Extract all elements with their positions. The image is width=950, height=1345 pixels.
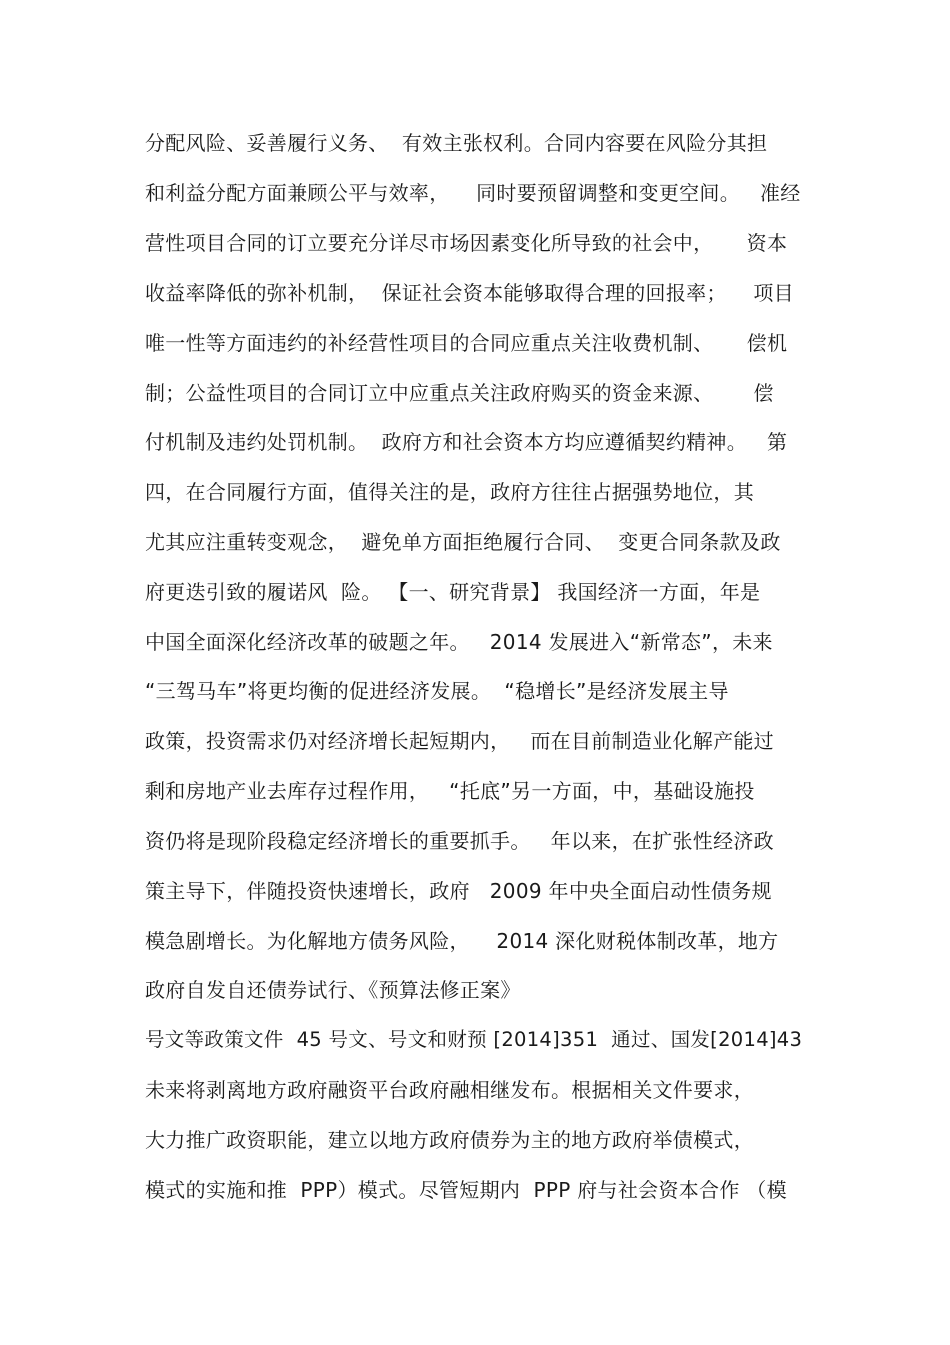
text-line-12: “三驾马车”将更均衡的促进经济发展。 “稳增长”是经济发展主导 bbox=[145, 679, 729, 703]
text-line-20: 未来将剥离地方政府融资平台政府融相继发布。根据相关文件要求， bbox=[145, 1078, 754, 1102]
text-line-17: 模急剧增长。为化解地方债务风险， 2014 深化财税体制改革，地方 bbox=[145, 929, 779, 953]
text-line-5: 唯一性等方面违约的补经营性项目的合同应重点关注收费机制、 偿机 bbox=[145, 331, 788, 355]
text-line-4: 收益率降低的弥补机制， 保证社会资本能够取得合理的回报率； 项目 bbox=[145, 281, 794, 305]
text-line-19: 号文等政策文件 45 号文、号文和财预 [2014]351 通过、国发[2014]43 bbox=[145, 1028, 803, 1051]
text-line-15: 资仍将是现阶段稳定经济增长的重要抓手。 年以来，在扩张性经济政 bbox=[145, 829, 774, 853]
text-line-3: 营性项目合同的订立要充分详尽市场因素变化所导致的社会中， 资本 bbox=[145, 231, 788, 255]
text-line-8: 四，在合同履行方面，值得关注的是，政府方往往占据强势地位，其 bbox=[145, 480, 754, 504]
text-line-11: 中国全面深化经济改革的破题之年。 2014 发展进入“新常态”，未来 bbox=[145, 630, 773, 654]
text-line-22: 模式的实施和推 PPP）模式。尽管短期内 PPP 府与社会资本合作 （模 bbox=[145, 1178, 787, 1202]
text-line-21: 大力推广政资职能，建立以地方政府债券为主的地方政府举债模式， bbox=[145, 1128, 754, 1152]
text-line-10: 府更迭引致的履诺风 险。 【一、研究背景】 我国经济一方面，年是 bbox=[145, 580, 761, 604]
text-line-9: 尤其应注重转变观念， 避免单方面拒绝履行合同、 变更合同条款及政 bbox=[145, 530, 781, 554]
text-line-2: 和利益分配方面兼顾公平与效率， 同时要预留调整和变更空间。 准经 bbox=[145, 181, 801, 205]
text-line-18: 政府自发自还债券试行、《预算法修正案》 bbox=[145, 978, 521, 1002]
text-line-13: 政策，投资需求仍对经济增长起短期内， 而在目前制造业化解产能过 bbox=[145, 729, 774, 753]
text-line-7: 付机制及违约处罚机制。 政府方和社会资本方均应遵循契约精神。 第 bbox=[145, 430, 788, 454]
text-line-16: 策主导下，伴随投资快速增长，政府 2009 年中央全面启动性债务规 bbox=[145, 879, 772, 903]
text-line-1: 分配风险、妥善履行义务、 有效主张权利。合同内容要在风险分其担 bbox=[145, 131, 768, 155]
text-line-14: 剩和房地产业去库存过程作用， “托底”另一方面，中，基础设施投 bbox=[145, 779, 755, 803]
text-line-6: 制；公益性项目的合同订立中应重点关注政府购买的资金来源、 偿 bbox=[145, 381, 774, 405]
